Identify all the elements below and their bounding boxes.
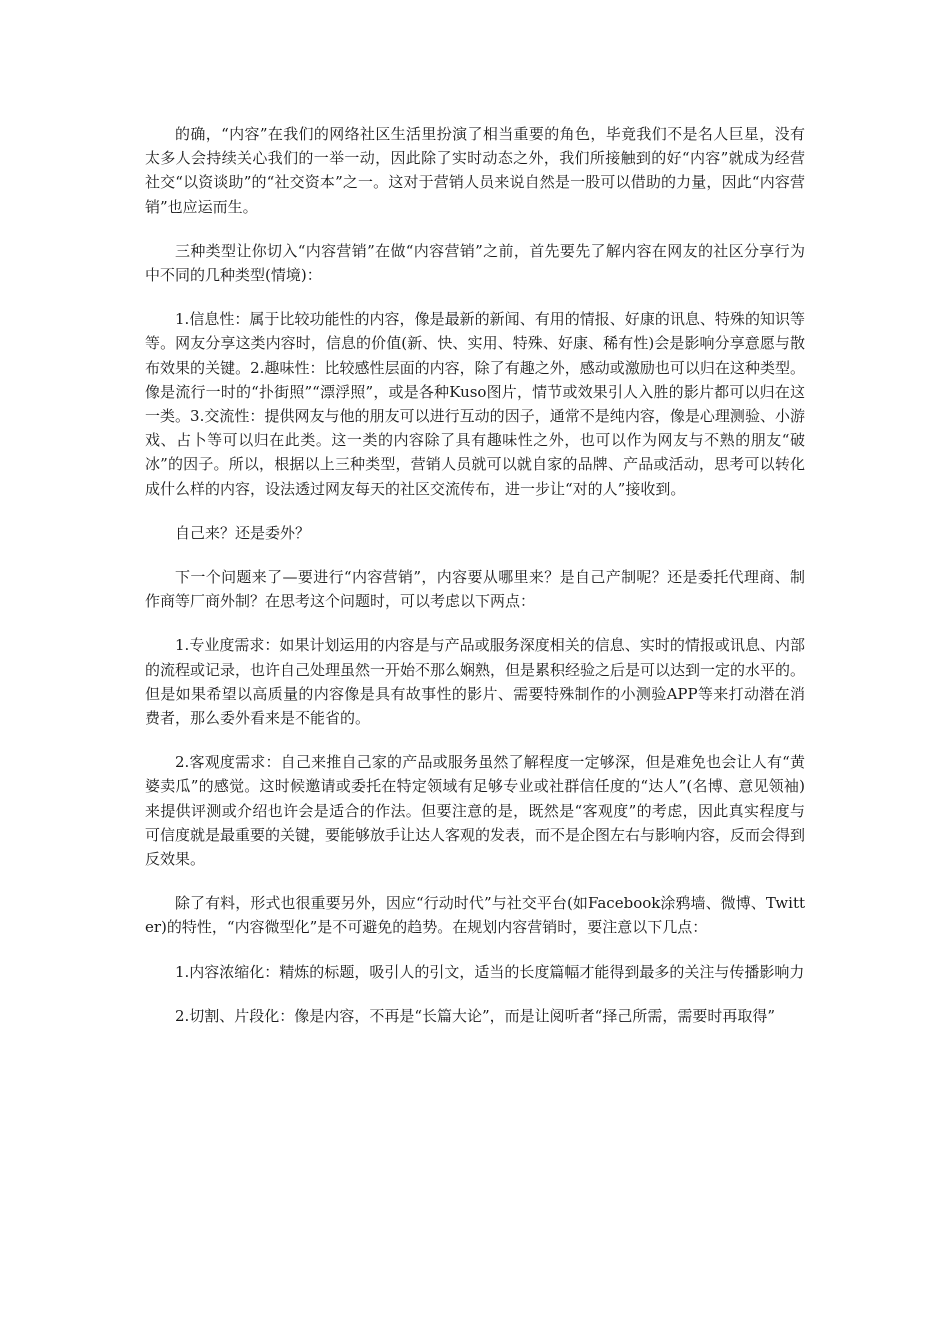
- section-heading-diy-or-outsource: 自己来？还是委外？: [175, 523, 311, 542]
- paragraph-three-types-intro: 三种类型让你切入“内容营销”在做“内容营销”之前，首先要先了解内容在网友的社区分享行为中不同的几种类型(情境)：: [145, 241, 805, 285]
- document-body: [145, 122, 805, 1048]
- paragraph-three-types-list: 1.信息性：属于比较功能性的内容，像是最新的新闻、有用的情报、好康的讯息、特殊的知识等等。网友分享这类内容时，信息的价值(新、快、实用、特殊、好康、稀有性)会是影响分享意愿与散布效果的关键。2.趣味性：比较感性层面的内容，除了有趣之外，感动或激励也可以归在这种类型。像是流行一时的“扑街照”“漂浮照”，或是各种Kuso图片，情节或效果引人入胜的影片都可以归在这一类。3.交流性：提供网友与他的朋友可以进行互动的因子，通常不是纯内容，像是心理测验、小游戏、占卜等可以归在此类。这一类的内容除了具有趣味性之外，也可以作为网友与不熟的朋友“破冰”的因子。所以，根据以上三种类型，营销人员就可以就自家的品牌、产品或活动，思考可以转化成什么样的内容，设法透过网友每天的社区交流传布，进一步让“对的人”接收到。: [145, 310, 805, 498]
- paragraph-condensed-content: 1.内容浓缩化：精炼的标题，吸引人的引文，适当的长度篇幅才能得到最多的关注与传播影响力: [175, 962, 805, 981]
- paragraph-segmented-content: 2.切割、片段化：像是内容，不再是“长篇大论”，而是让阅听者“择己所需，需要时再取得”: [175, 1006, 775, 1025]
- paragraph-professional-need: 1.专业度需求：如果计划运用的内容是与产品或服务深度相关的信息、实时的情报或讯息、内部的流程或记录，也许自己处理虽然一开始不那么娴熟，但是累积经验之后是可以达到一定的水平的。但是如果希望以高质量的内容像是具有故事性的影片、需要特殊制作的小测验APP等来打动潜在消费者，那么委外看来是不能省的。: [145, 636, 806, 728]
- paragraph-content-format: 除了有料，形式也很重要另外，因应“行动时代”与社交平台(如Facebook涂鸦墙、微博、Twitter)的特性，“内容微型化”是不可避免的趋势。在规划内容营销时，要注意以下几点：: [145, 894, 805, 937]
- paragraph-social-capital: 的确，“内容”在我们的网络社区生活里扮演了相当重要的角色，毕竟我们不是名人巨星，没有太多人会持续关心我们的一举一动，因此除了实时动态之外，我们所接触到的好“内容”就成为经营社交“以资谈助”的“社交资本”之一。这对于营销人员来说自然是一股可以借助的力量，因此“内容营销”也应运而生。: [145, 125, 805, 216]
- paragraph-source-question: 下一个问题来了—要进行“内容营销”，内容要从哪里来？是自己产制呢？还是委托代理商、制作商等厂商外制？在思考这个问题时，可以考虑以下两点：: [145, 568, 805, 611]
- paragraph-objectivity-need: 2.客观度需求：自己来推自己家的产品或服务虽然了解程度一定够深，但是难免也会让人有“黄婆卖瓜”的感觉。这时候邀请或委托在特定领域有足够专业或社群信任度的“达人”(名博、意见领袖)来提供评测或介绍也许会是适合的作法。但要注意的是，既然是“客观度”的考虑，因此真实程度与可信度就是最重要的关键，要能够放手让达人客观的发表，而不是企图左右与影响内容，反而会得到反效果。: [145, 753, 806, 869]
